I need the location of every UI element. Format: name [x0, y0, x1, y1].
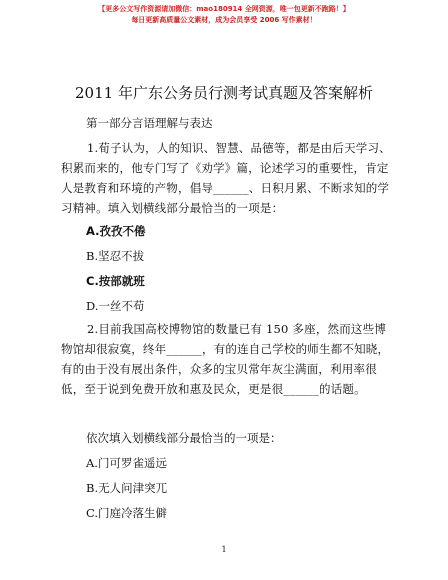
- q2-option-a: A.门可罗雀遥远: [86, 456, 167, 470]
- document-title: 2011 年广东公务员行测考试真题及答案解析: [75, 84, 373, 102]
- q2-option-c: C.门庭冷落生僻: [86, 506, 168, 520]
- q1-option-b: B.坚忍不拔: [86, 249, 145, 263]
- question-2-text: 2.目前我国高校博物馆的数量已有 150 多座，然而这些博物馆却很寂寞，终年______，有的连自己学校的师生都不知晓，有的由于没有展出条件，众多的宝贝常年灰尘满面，利用率很低，至于说到免费开放和惠及民众，更是很______的话题。: [61, 322, 390, 396]
- q2-option-b: B.无人问津突兀: [86, 481, 168, 495]
- promo-banner-line-1: 【更多公文写作资源请加微信：mao180914 全网资源，唯一包更新不跑路！】: [98, 5, 350, 13]
- question-2-instruction: 依次填入划横线部分最恰当的一项是：: [86, 431, 282, 445]
- q1-option-a: A.孜孜不倦: [86, 224, 146, 238]
- page-number: 1: [221, 545, 227, 554]
- q1-option-c: C.按部就班: [86, 274, 145, 288]
- question-1-text: 1.荀子认为，人的知识、智慧、品德等，都是由后天学习、积累而来的，他专门写了《劝学》篇，论述学习的重要性，肯定人是教育和环境的产物，倡导______、日积月累、不断求知的学习精神。填入划横线部分最恰当的一项是：: [61, 141, 391, 215]
- promo-banner-line-2: 每日更新高质量公文素材，成为会员享受 2006 写作素材！: [131, 16, 317, 24]
- section-heading: 第一部分言语理解与表达: [86, 116, 213, 130]
- q1-option-d: D.一丝不苟: [86, 299, 145, 313]
